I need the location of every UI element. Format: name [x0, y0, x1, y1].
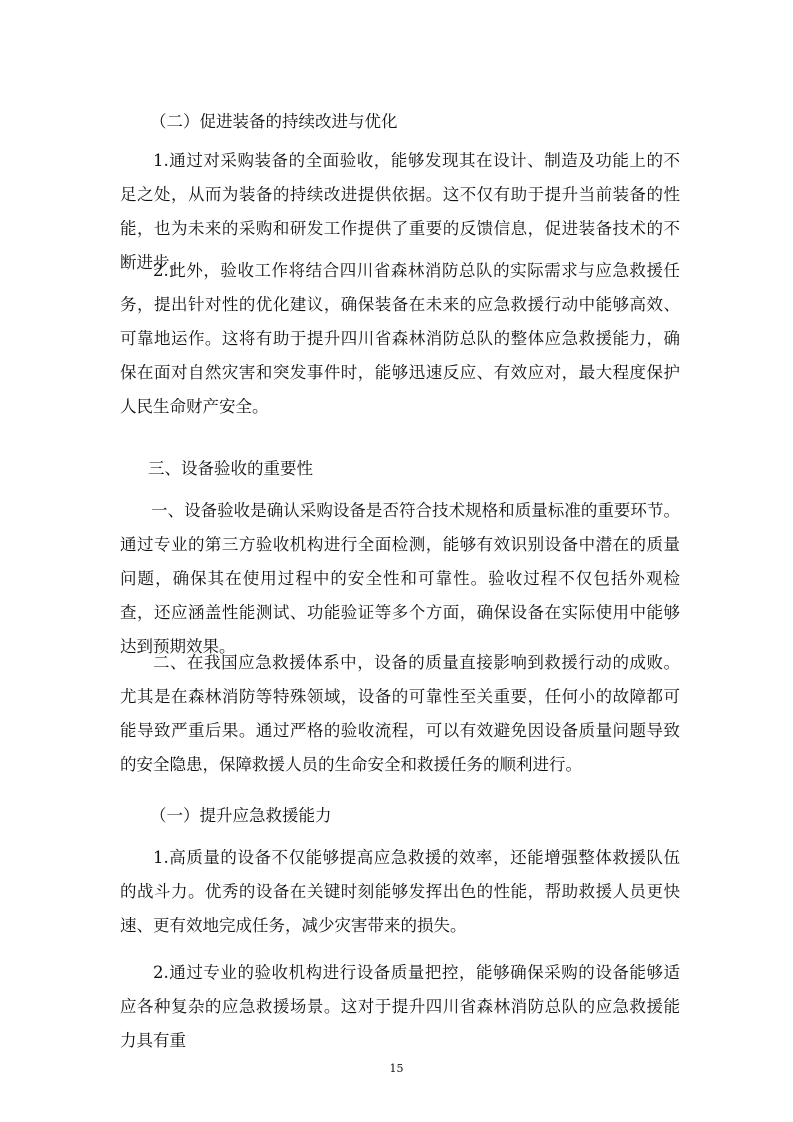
chapter-3-paragraph-1: 一、设备验收是确认采购设备是否符合技术规格和质量标准的重要环节。通过专业的第三方验收机构进行全面检测，能够有效识别设备中潜在的质量问题，确保其在使用过程中的安全性和可靠性。验收过程不仅包括外观检查，还应涵盖性能测试、功能验证等多个方面，确保设备在实际使用中能够达到预期效果。 [120, 501, 680, 656]
chapter-3-paragraph-2: 二、在我国应急救援体系中，设备的质量直接影响到救援行动的成败。尤其是在森林消防等特殊领域，设备的可靠性至关重要，任何小的故障都可能导致严重后果。通过严格的验收流程，可以有效避免因设备质量问题导致的安全隐患，保障救援人员的生命安全和救援任务的顺利进行。 [120, 653, 680, 774]
section-1-paragraph-1: 1.高质量的设备不仅能够提高应急救援的效率，还能增强整体救援队伍的战斗力。优秀的设备在关键时刻能够发挥出色的性能，帮助救援人员更快速、更有效地完成任务，减少灾害带来的损失。 [120, 848, 680, 935]
section-2-paragraph-1: 1.通过对采购装备的全面验收，能够发现其在设计、制造及功能上的不足之处，从而为装备的持续改进提供依据。这不仅有助于提升当前装备的性能，也为未来的采购和研发工作提供了重要的反馈信息，促进装备技术的不断进步。 [120, 151, 680, 272]
section-2-heading: （二）促进装备的持续改进与优化 [150, 112, 398, 131]
section-2-paragraph-2: 2.此外，验收工作将结合四川省森林消防总队的实际需求与应急救援任务，提出针对性的优化建议，确保装备在未来的应急救援行动中能够高效、可靠地运作。这将有助于提升四川省森林消防总队的整体应急救援能力，确保在面对自然灾害和突发事件时，能够迅速反应、有效应对，最大程度保护人民生命财产安全。 [120, 261, 680, 416]
section-1-paragraph-2: 2.通过专业的验收机构进行设备质量把控，能够确保采购的设备能够适应各种复杂的应急救援场景。这对于提升四川省森林消防总队的应急救援能力具有重 [120, 963, 680, 1050]
chapter-3-heading: 三、设备验收的重要性 [148, 459, 313, 478]
section-1-heading: （一）提升应急救援能力 [150, 806, 332, 825]
page-number: 15 [389, 1062, 404, 1075]
